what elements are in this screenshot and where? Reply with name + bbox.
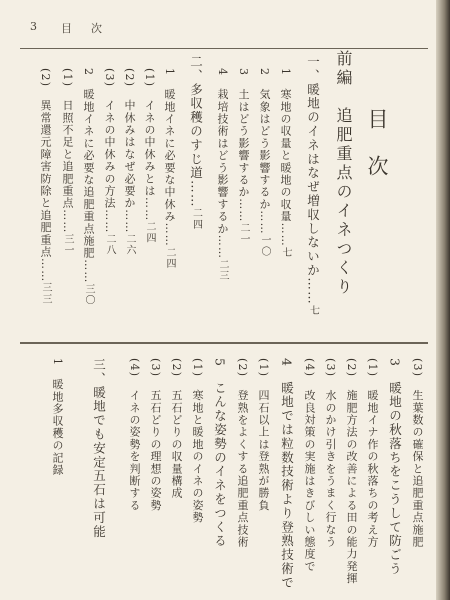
toc-entry: (3) イネの中休みの方法……二八 — [103, 68, 116, 256]
section-heading: 4 暖地では粒数技術より登熟技術で — [279, 358, 295, 590]
toc-entry: (3) 五石どりの理想の姿勢 — [149, 358, 162, 512]
running-head-title: 目 次 — [61, 22, 106, 35]
toc-entry: 3 土はどう影響するか……二一 — [237, 68, 250, 246]
toc-entry: (1) 日照不足と追肥重点……三一 — [61, 68, 74, 256]
toc-entry: (1) 寒地と暖地のイネの姿勢 — [191, 358, 204, 524]
part-heading: 前編 追肥重点のイネつくり — [334, 50, 353, 297]
toc-entry: (3) 生葉数の確保と追肥重点施肥 — [411, 358, 424, 548]
running-head — [30, 20, 150, 36]
toc-title: 目次 — [365, 108, 389, 202]
toc-entry: (4) イネの姿勢を判断する — [128, 358, 141, 512]
toc-entry: (3) 水のかけ引きをうまく行なう — [324, 358, 337, 548]
section-divider — [20, 342, 428, 344]
header-rule — [20, 48, 428, 49]
toc-entry: 4 栽培技術はどう影響するか……二三 — [216, 68, 229, 282]
toc-entry: (2) 中休みはなぜ必要か……二六 — [123, 68, 136, 256]
toc-entry: 2 暖地イネに必要な追肥重点施肥……三〇 — [82, 68, 95, 307]
toc-entry: (2) 五石どりの収量構成 — [170, 358, 183, 500]
section-heading: 3 暖地の秋落ちをこうして防ごう — [387, 358, 403, 576]
chapter-heading: 三、暖地でも安定五石は可能 — [91, 358, 107, 539]
toc-entry: (2) 登熟をよくする追肥重点技術 — [236, 358, 249, 548]
toc-entry: (1) 四石以上は登熟が勝負 — [257, 358, 270, 512]
toc-entry: (1) イネの中休みとは……二四 — [143, 68, 156, 244]
book-spine-shadow — [436, 0, 450, 600]
toc-entry: (2) 異常還元障害防除と追肥重点……三三 — [39, 68, 52, 305]
chapter-heading: 一、暖地のイネはなぜ増収しないか……七 — [305, 55, 321, 317]
toc-entry: (4) 改良対策の実施はきびしい態度で — [303, 358, 316, 573]
chapter-heading: 二、多収穫のすじ道……二四 — [188, 55, 204, 231]
running-head-page-number: 3 — [30, 20, 41, 33]
toc-entry: 1 暖地多収穫の記録 — [51, 358, 64, 477]
section-heading: 5 こんな姿勢のイネをつくる — [212, 358, 228, 549]
toc-entry: (2) 施肥方法の改善による田の能力発揮 — [345, 358, 358, 585]
toc-entry: (1) 暖地イナ作の秋落ちの考え方 — [366, 358, 379, 548]
toc-entry: 1 暖地イネに必要な中休み……二四 — [163, 68, 176, 270]
toc-entry: 1 寒地の収量と暖地の収量……七 — [279, 68, 292, 259]
toc-entry: 2 気象はどう影響するか……一〇 — [258, 68, 271, 258]
